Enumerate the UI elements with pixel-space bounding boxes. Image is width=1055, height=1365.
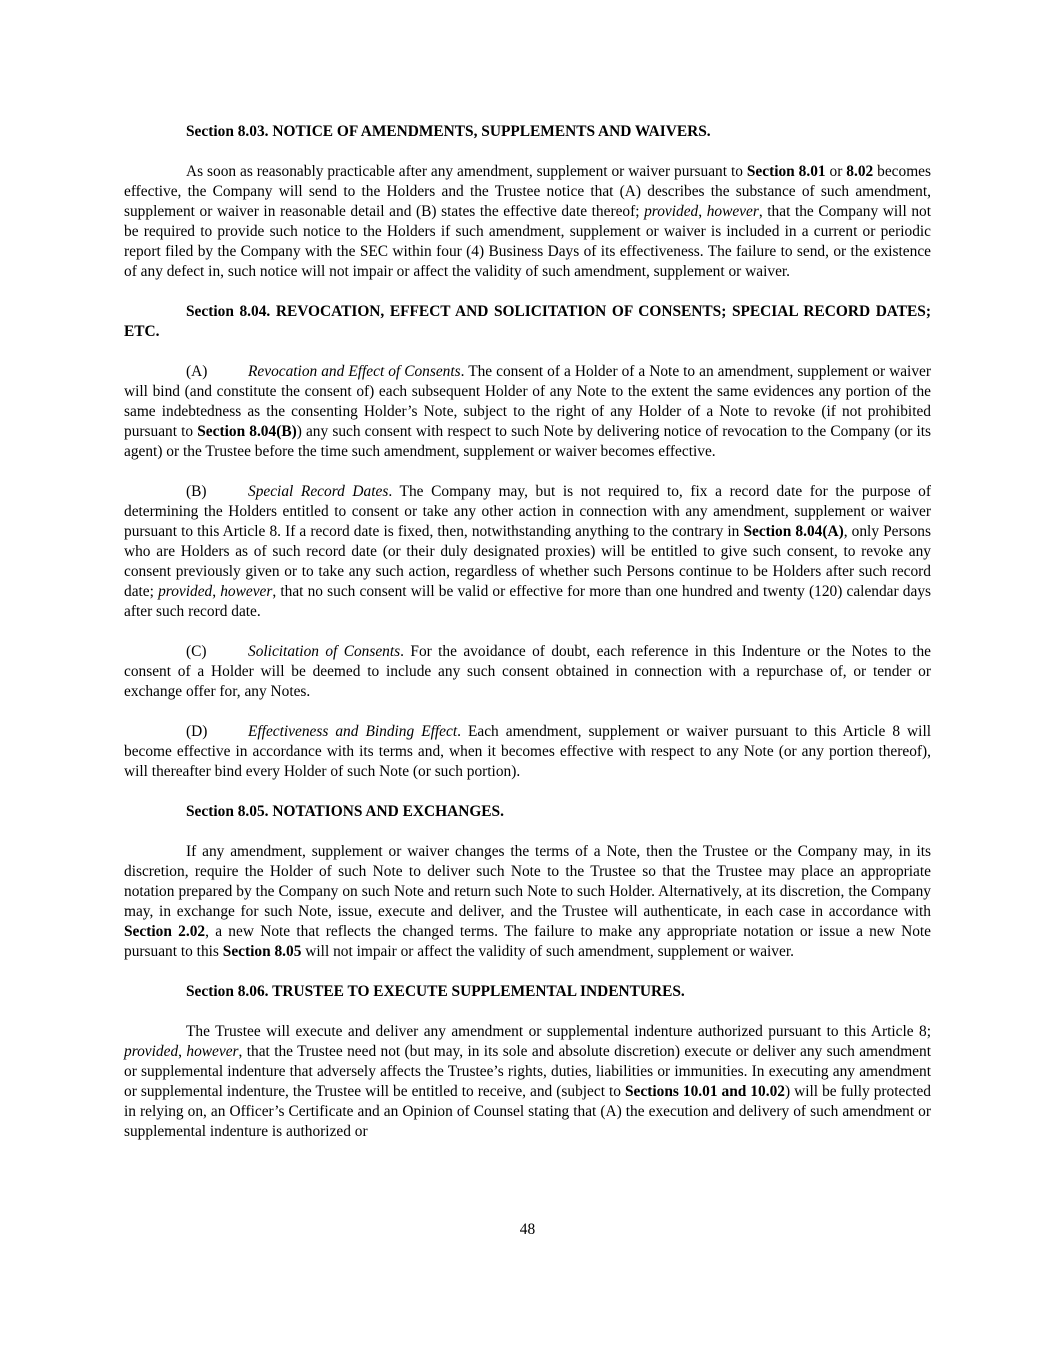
section-8-05-heading: Section 8.05. NOTATIONS AND EXCHANGES.: [186, 803, 504, 820]
section-ref: Section 8.04(B): [197, 423, 297, 440]
section-ref: Sections 10.01 and 10.02: [625, 1083, 785, 1100]
section-8-06-paragraph: The Trustee will execute and deliver any amendment or supplemental indenture authorized pursuant to this Article 8; provided, however, that the Trustee need not (but may, in its sole and absolute discretion) execute or deliver any such amendment or supplemental indenture that adversely affects the Trustee’s rights, duties, liabilities or immunities. In executing any amendment or supplemental indenture, the Trustee will be entitled to receive, and (subject to Sections 10.01 and 10.02) will be fully protected in relying on, an Officer’s Certificate and an Opinion of Counsel stating that (A) the execution and delivery of such amendment or supplemental indenture is authorized or: [124, 1023, 931, 1140]
section-8-05-paragraph: If any amendment, supplement or waiver changes the terms of a Note, then the Trustee or the Company may, in its discretion, require the Holder of such Note to deliver such Note to the Trustee so that the Trustee may place an appropriate notation prepared by the Company on such Note and return such Note to such Holder. Alternatively, at its discretion, the Company may, in exchange for such Note, issue, execute and deliver, and the Trustee will authenticate, in each case in accordance with Section 2.02, a new Note that reflects the changed terms. The failure to make any appropriate notation or issue a new Note pursuant to this Section 8.05 will not impair or affect the validity of such amendment, supplement or waiver.: [124, 843, 931, 960]
section-8-04-d-paragraph: (D) Effectiveness and Binding Effect. Each amendment, supplement or waiver pursuant to this Article 8 will become effective in accordance with its terms and, when it becomes effective with respect to any Note (or any portion thereof), will thereafter bind every Holder of such Note (or such portion).: [124, 723, 931, 780]
section-8-06-heading: Section 8.06. TRUSTEE TO EXECUTE SUPPLEMENTAL INDENTURES.: [186, 983, 685, 1000]
section-8-03-heading: Section 8.03. NOTICE OF AMENDMENTS, SUPPLEMENTS AND WAIVERS.: [186, 123, 711, 140]
section-ref: Section 2.02: [124, 923, 206, 940]
page-number: 48: [519, 1221, 536, 1238]
section-ref: Section 8.01: [746, 163, 826, 180]
section-ref: Section 8.05: [222, 943, 302, 960]
section-8-04-c-paragraph: (C) Solicitation of Consents. For the avoidance of doubt, each reference in this Indenture or the Notes to the consent of a Holder will be deemed to include any such consent obtained in connection with a repurchase of, or tender or exchange offer for, any Notes.: [124, 643, 931, 700]
section-8-04-a-paragraph: (A) Revocation and Effect of Consents. The consent of a Holder of a Note to an amendment, supplement or waiver will bind (and constitute the consent of) each subsequent Holder of any Note to the extent the same evidences any portion of the same indebtedness as the consenting Holder’s Note, subject to the right of any Holder of a Note to revoke (if not prohibited pursuant to Section 8.04(B)) any such consent with respect to such Note by delivering notice of revocation to the Company (or its agent) or the Trustee before the time such amendment, supplement or waiver becomes effective.: [124, 363, 931, 460]
section-8-03-paragraph: As soon as reasonably practicable after any amendment, supplement or waiver pursuant to Section 8.01 or 8.02 becomes effective, the Company will send to the Holders and the Trustee notice that (A) describes the substance of such amendment, supplement or waiver in reasonable detail and (B) states the effective date thereof; provided, however, that the Company will not be required to provide such notice to the Holders if such amendment, supplement or waiver is included in a current or periodic report filed by the Company with the SEC within four (4) Business Days of its effectiveness. The failure to send, or the existence of any defect in, such notice will not impair or affect the validity of such amendment, supplement or waiver.: [124, 163, 931, 280]
item-title: Special Record Dates: [248, 483, 389, 500]
section-ref: Section 8.04(A): [743, 523, 844, 540]
item-label: (B): [186, 483, 207, 500]
item-label: (D): [186, 723, 208, 740]
section-ref: 8.02: [846, 163, 874, 180]
item-title: Effectiveness and Binding Effect: [248, 723, 458, 740]
page-body: [124, 122, 931, 1162]
item-label: (C): [186, 643, 207, 660]
item-title: Revocation and Effect of Consents: [248, 363, 461, 380]
section-8-04-b-paragraph: (B) Special Record Dates. The Company may, but is not required to, fix a record date for the purpose of determining the Holders entitled to consent or take any other action in connection with any amendment, supplement or waiver pursuant to this Article 8. If a record date is fixed, then, notwithstanding anything to the contrary in Section 8.04(A), only Persons who are Holders as of such record date (or their duly designated proxies) will be entitled to give such consent, to revoke any consent previously given or to take any such action, regardless of whether such Persons continue to be Holders after such record date; provided, however, that no such consent will be valid or effective for more than one hundred and twenty (120) calendar days after such record date.: [124, 483, 932, 620]
item-label: (A): [186, 363, 208, 380]
item-title: Solicitation of Consents: [248, 643, 401, 660]
section-8-04-heading: Section 8.04. REVOCATION, EFFECT AND SOLICITATION OF CONSENTS; SPECIAL RECORD DATES; ETC.: [124, 303, 931, 340]
